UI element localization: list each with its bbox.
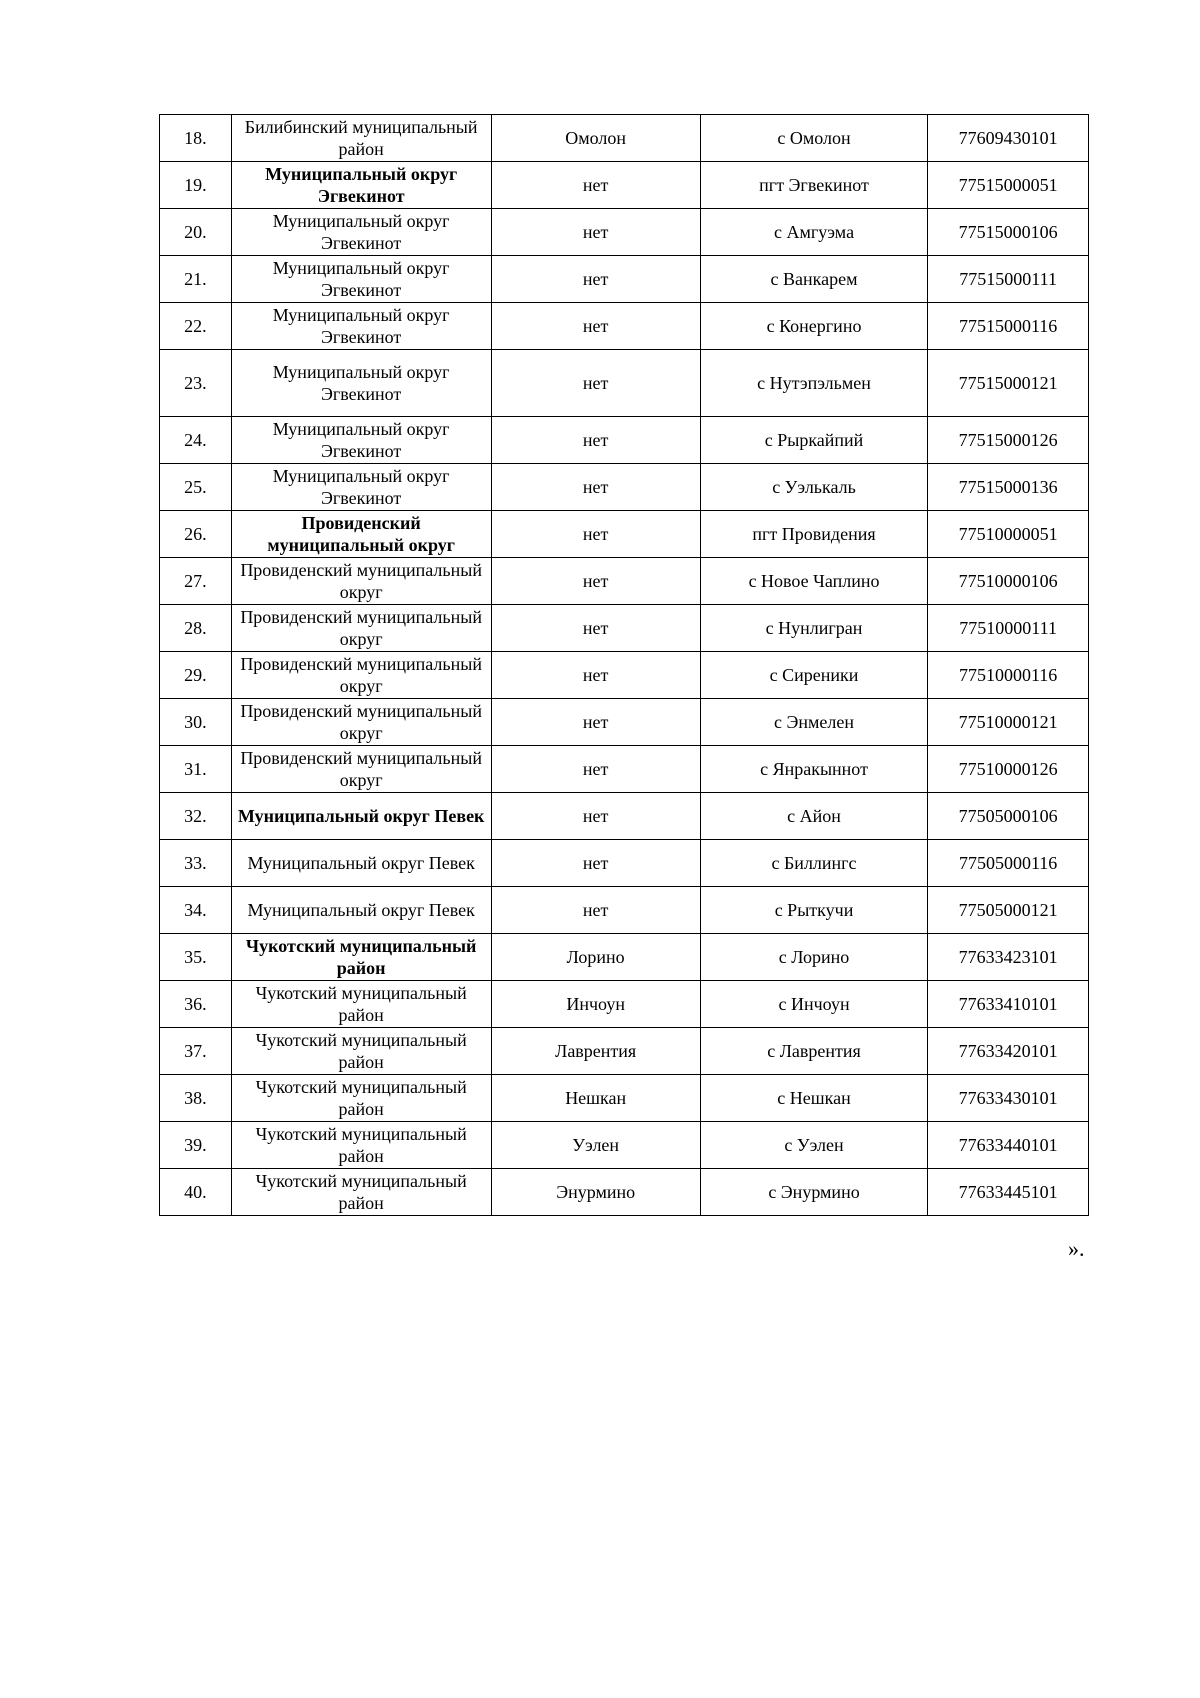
row-number-cell: 19. [160, 162, 232, 209]
table-row [160, 887, 1089, 934]
table-row [160, 699, 1089, 746]
table-row [160, 1075, 1089, 1122]
table-body [160, 115, 1089, 1216]
table-row [160, 256, 1089, 303]
code-cell: 77515000116 [928, 303, 1089, 350]
municipality-cell [231, 1122, 491, 1169]
municipality-name: Муниципальный округ Эгвекинот [272, 362, 450, 404]
municipality-cell [231, 511, 491, 558]
municipality-name: Провиденский муниципальный округ [240, 654, 482, 696]
locality-cell: с Энурмино [700, 1169, 927, 1216]
municipality-cell [231, 464, 491, 511]
code-cell: 77505000116 [928, 840, 1089, 887]
municipality-name: Муниципальный округ Певек [247, 853, 475, 873]
row-number-cell: 34. [160, 887, 232, 934]
municipality-cell [231, 887, 491, 934]
locality-cell: с Конергино [700, 303, 927, 350]
row-number-cell: 23. [160, 350, 232, 417]
row-number-cell: 39. [160, 1122, 232, 1169]
code-cell: 77633430101 [928, 1075, 1089, 1122]
table-row [160, 209, 1089, 256]
municipality-name: Провиденский муниципальный округ [267, 513, 455, 555]
row-number-cell: 33. [160, 840, 232, 887]
row-number-cell: 36. [160, 981, 232, 1028]
table-row [160, 464, 1089, 511]
row-number-cell: 40. [160, 1169, 232, 1216]
settlement-cell: нет [491, 303, 700, 350]
settlement-cell: Омолон [491, 115, 700, 162]
settlement-cell: Нешкан [491, 1075, 700, 1122]
locality-cell: с Лаврентия [700, 1028, 927, 1075]
municipality-name: Чукотский муниципальный район [255, 1030, 467, 1072]
municipality-name: Муниципальный округ Эгвекинот [272, 466, 450, 508]
row-number-cell: 21. [160, 256, 232, 303]
municipality-cell [231, 558, 491, 605]
code-cell: 77510000111 [928, 605, 1089, 652]
code-cell: 77633423101 [928, 934, 1089, 981]
municipality-name: Провиденский муниципальный округ [240, 607, 482, 649]
code-cell: 77515000136 [928, 464, 1089, 511]
table-row [160, 934, 1089, 981]
settlements-table [159, 114, 1089, 1216]
municipality-cell [231, 256, 491, 303]
code-cell: 77515000111 [928, 256, 1089, 303]
table-row [160, 840, 1089, 887]
code-cell: 77633420101 [928, 1028, 1089, 1075]
municipality-name: Муниципальный округ Эгвекинот [265, 164, 458, 206]
municipality-cell [231, 1169, 491, 1216]
code-cell: 77505000106 [928, 793, 1089, 840]
municipality-cell [231, 162, 491, 209]
row-number-cell: 18. [160, 115, 232, 162]
locality-cell: с Рыткучи [700, 887, 927, 934]
settlement-cell: Лаврентия [491, 1028, 700, 1075]
locality-cell: с Уэлькаль [700, 464, 927, 511]
locality-cell: с Янракыннот [700, 746, 927, 793]
municipality-cell [231, 793, 491, 840]
municipality-name: Провиденский муниципальный округ [240, 560, 482, 602]
code-cell: 77510000121 [928, 699, 1089, 746]
table-row [160, 350, 1089, 417]
table-row [160, 746, 1089, 793]
municipality-cell [231, 209, 491, 256]
code-cell: 77515000126 [928, 417, 1089, 464]
municipality-name: Муниципальный округ Эгвекинот [272, 211, 450, 253]
municipality-cell [231, 652, 491, 699]
row-number-cell: 24. [160, 417, 232, 464]
municipality-name: Чукотский муниципальный район [255, 1077, 467, 1119]
settlement-cell: нет [491, 699, 700, 746]
settlement-cell: нет [491, 605, 700, 652]
table-row [160, 558, 1089, 605]
code-cell: 77510000106 [928, 558, 1089, 605]
table-row [160, 1169, 1089, 1216]
locality-cell: с Инчоун [700, 981, 927, 1028]
settlement-cell: нет [491, 558, 700, 605]
settlement-cell: нет [491, 793, 700, 840]
settlement-cell: нет [491, 256, 700, 303]
municipality-name: Билибинский муниципальный район [244, 117, 478, 159]
table-row [160, 115, 1089, 162]
municipality-cell [231, 303, 491, 350]
locality-cell: с Сиреники [700, 652, 927, 699]
settlement-cell: Уэлен [491, 1122, 700, 1169]
row-number-cell: 32. [160, 793, 232, 840]
municipality-cell [231, 981, 491, 1028]
settlement-cell: Энурмино [491, 1169, 700, 1216]
code-cell: 77609430101 [928, 115, 1089, 162]
locality-cell: с Омолон [700, 115, 927, 162]
row-number-cell: 29. [160, 652, 232, 699]
row-number-cell: 27. [160, 558, 232, 605]
settlement-cell: нет [491, 417, 700, 464]
municipality-cell [231, 699, 491, 746]
locality-cell: с Нешкан [700, 1075, 927, 1122]
settlement-cell: нет [491, 652, 700, 699]
row-number-cell: 20. [160, 209, 232, 256]
locality-cell: с Лорино [700, 934, 927, 981]
code-cell: 77633440101 [928, 1122, 1089, 1169]
code-cell: 77505000121 [928, 887, 1089, 934]
row-number-cell: 25. [160, 464, 232, 511]
municipality-cell [231, 605, 491, 652]
locality-cell: с Нутэпэльмен [700, 350, 927, 417]
locality-cell: с Энмелен [700, 699, 927, 746]
municipality-name: Чукотский муниципальный район [245, 936, 477, 978]
code-cell: 77633410101 [928, 981, 1089, 1028]
code-cell: 77515000121 [928, 350, 1089, 417]
row-number-cell: 38. [160, 1075, 232, 1122]
municipality-cell [231, 1028, 491, 1075]
locality-cell: пгт Эгвекинот [700, 162, 927, 209]
code-cell: 77633445101 [928, 1169, 1089, 1216]
table-row [160, 652, 1089, 699]
locality-cell: с Ванкарем [700, 256, 927, 303]
municipality-name: Муниципальный округ Эгвекинот [272, 258, 450, 300]
settlement-cell: нет [491, 464, 700, 511]
municipality-name: Провиденский муниципальный округ [240, 748, 482, 790]
row-number-cell: 22. [160, 303, 232, 350]
row-number-cell: 28. [160, 605, 232, 652]
municipality-cell [231, 1075, 491, 1122]
settlement-cell: нет [491, 887, 700, 934]
locality-cell: с Рыркайпий [700, 417, 927, 464]
municipality-cell [231, 934, 491, 981]
municipality-name: Чукотский муниципальный район [255, 1124, 467, 1166]
municipality-cell [231, 350, 491, 417]
settlement-cell: нет [491, 511, 700, 558]
table-row [160, 417, 1089, 464]
municipality-cell [231, 417, 491, 464]
settlement-cell: нет [491, 162, 700, 209]
municipality-name: Муниципальный округ Эгвекинот [272, 419, 450, 461]
row-number-cell: 37. [160, 1028, 232, 1075]
municipality-name: Провиденский муниципальный округ [240, 701, 482, 743]
table-row [160, 981, 1089, 1028]
settlement-cell: нет [491, 746, 700, 793]
table-row [160, 1122, 1089, 1169]
municipality-cell [231, 115, 491, 162]
code-cell: 77510000051 [928, 511, 1089, 558]
code-cell: 77515000106 [928, 209, 1089, 256]
settlement-cell: нет [491, 350, 700, 417]
locality-cell: с Биллингс [700, 840, 927, 887]
row-number-cell: 31. [160, 746, 232, 793]
locality-cell: с Нунлигран [700, 605, 927, 652]
municipality-cell [231, 746, 491, 793]
locality-cell: с Айон [700, 793, 927, 840]
locality-cell: с Новое Чаплино [700, 558, 927, 605]
table-row [160, 605, 1089, 652]
municipality-name: Муниципальный округ Эгвекинот [272, 305, 450, 347]
row-number-cell: 30. [160, 699, 232, 746]
table-row [160, 511, 1089, 558]
row-number-cell: 35. [160, 934, 232, 981]
code-cell: 77510000116 [928, 652, 1089, 699]
table-row [160, 162, 1089, 209]
settlement-cell: нет [491, 209, 700, 256]
code-cell: 77515000051 [928, 162, 1089, 209]
settlement-cell: нет [491, 840, 700, 887]
locality-cell: с Уэлен [700, 1122, 927, 1169]
closing-quote-mark: ». [1068, 1236, 1085, 1261]
settlement-cell: Лорино [491, 934, 700, 981]
locality-cell: с Амгуэма [700, 209, 927, 256]
municipality-name: Чукотский муниципальный район [255, 983, 467, 1025]
table-row [160, 303, 1089, 350]
code-cell: 77510000126 [928, 746, 1089, 793]
settlement-cell: Инчоун [491, 981, 700, 1028]
table-row [160, 793, 1089, 840]
municipality-cell [231, 840, 491, 887]
municipality-name: Муниципальный округ Певек [247, 900, 475, 920]
table-row [160, 1028, 1089, 1075]
row-number-cell: 26. [160, 511, 232, 558]
municipality-name: Муниципальный округ Певек [237, 806, 485, 826]
locality-cell: пгт Провидения [700, 511, 927, 558]
municipality-name: Чукотский муниципальный район [255, 1171, 467, 1213]
